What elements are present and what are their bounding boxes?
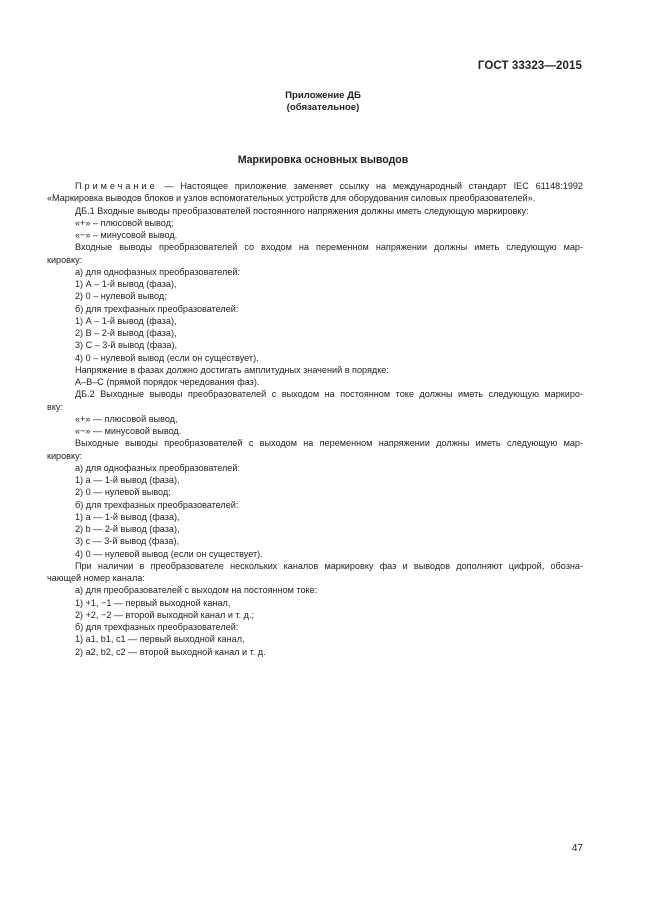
list-item: «−» – минусовой вывод. bbox=[75, 230, 178, 240]
paragraph-line: вку: bbox=[47, 401, 63, 412]
paragraph-db2: ДБ.2 Выходные выводы преобразователей с выходом на постоянном токе должны иметь следующую маркиро- bbox=[75, 389, 583, 400]
list-item: 2) +2, −2 — второй выходной канал и т. д.; bbox=[75, 609, 255, 620]
paragraph-line: Напряжение в фазах должно достигать амплитудных значений в порядке: bbox=[75, 364, 389, 375]
list-item: 1) а — 1-й вывод (фаза), bbox=[75, 475, 180, 485]
list-item: 2) В – 2-й вывод (фаза), bbox=[75, 328, 177, 338]
list-item: 2) 0 – нулевой вывод; bbox=[75, 291, 167, 302]
appendix-heading bbox=[0, 90, 646, 114]
paragraph-line: А–В–С (прямой порядок чередования фаз). bbox=[75, 377, 260, 387]
list-item: б) для трехфазных преобразователей: bbox=[75, 622, 239, 632]
list-item: б) для трехфазных преобразователей: bbox=[75, 499, 239, 510]
list-item: 2) a2, b2, c2 — второй выходной канал и т. д. bbox=[75, 646, 266, 657]
paragraph-line: Входные выводы преобразователей со входом на переменном напряжении должны иметь следующую мар- bbox=[75, 242, 583, 253]
document-number: ГОСТ 33323—2015 bbox=[477, 60, 582, 72]
paragraph-line: кировку: bbox=[47, 254, 83, 265]
list-item: 1) А – 1-й вывод (фаза), bbox=[75, 279, 177, 289]
list-item: 4) 0 — нулевой вывод (если он существует). bbox=[75, 548, 263, 559]
note-line-1 bbox=[47, 180, 583, 192]
list-item: 3) С – 3-й вывод (фаза), bbox=[75, 340, 178, 351]
list-item: «−» — минусовой вывод. bbox=[75, 426, 182, 436]
paragraph-line: чающей номер канала: bbox=[47, 573, 145, 583]
list-item: 2) b — 2-й вывод (фаза), bbox=[75, 524, 180, 534]
list-item: 1) А – 1-й вывод (фаза), bbox=[75, 315, 177, 326]
list-item: 2) 0 — нулевой вывод; bbox=[75, 487, 171, 498]
list-item: «+» — плюсовой вывод, bbox=[75, 413, 178, 424]
paragraph-db1: ДБ.1 Входные выводы преобразователей постоянного напряжения должны иметь следующую маркировку: bbox=[75, 205, 529, 216]
list-item: 1) a1, b1, c1 — первый выходной канал, bbox=[75, 634, 245, 645]
list-item: 3) с — 3-й вывод (фаза), bbox=[75, 536, 180, 547]
paragraph-line: При наличии в преобразователе нескольких каналов маркировку фаз и выводов дополняют цифрой, обозна- bbox=[75, 560, 583, 571]
paragraph-line: кировку: bbox=[47, 450, 83, 461]
list-item: «+» – плюсовой вывод; bbox=[75, 217, 174, 228]
list-item: б) для трехфазных преобразователей: bbox=[75, 303, 239, 314]
section-title: Маркировка основных выводов bbox=[237, 154, 409, 166]
list-item: а) для однофазных преобразователей: bbox=[75, 462, 240, 473]
paragraph-line: Выходные выводы преобразователей с выходом на переменном напряжении должны иметь следующую мар- bbox=[75, 438, 583, 449]
note-line-2: «Маркировка выводов блоков и узлов вспомогательных устройств для оборудования силовых преобразователей». bbox=[47, 193, 536, 204]
list-item: 1) а — 1-й вывод (фаза), bbox=[75, 511, 180, 522]
page-number: 47 bbox=[571, 843, 583, 854]
note-label: Примечание bbox=[75, 181, 158, 191]
appendix-title: Приложение ДБ bbox=[285, 90, 361, 101]
note-dash: — bbox=[157, 181, 181, 191]
list-item: 1) +1, −1 — первый выходной канал, bbox=[75, 597, 231, 608]
list-item: а) для преобразователей с выходом на постоянном токе: bbox=[75, 585, 318, 596]
document-body bbox=[47, 180, 583, 658]
list-item: 4) 0 – нулевой вывод (если он существует). bbox=[75, 352, 259, 363]
note-text: Настоящее приложение заменяет ссылку на международный стандарт IEC 61148:1992 bbox=[180, 181, 583, 191]
appendix-status: (обязательное) bbox=[286, 102, 360, 113]
list-item: а) для однофазных преобразователей: bbox=[75, 266, 240, 277]
